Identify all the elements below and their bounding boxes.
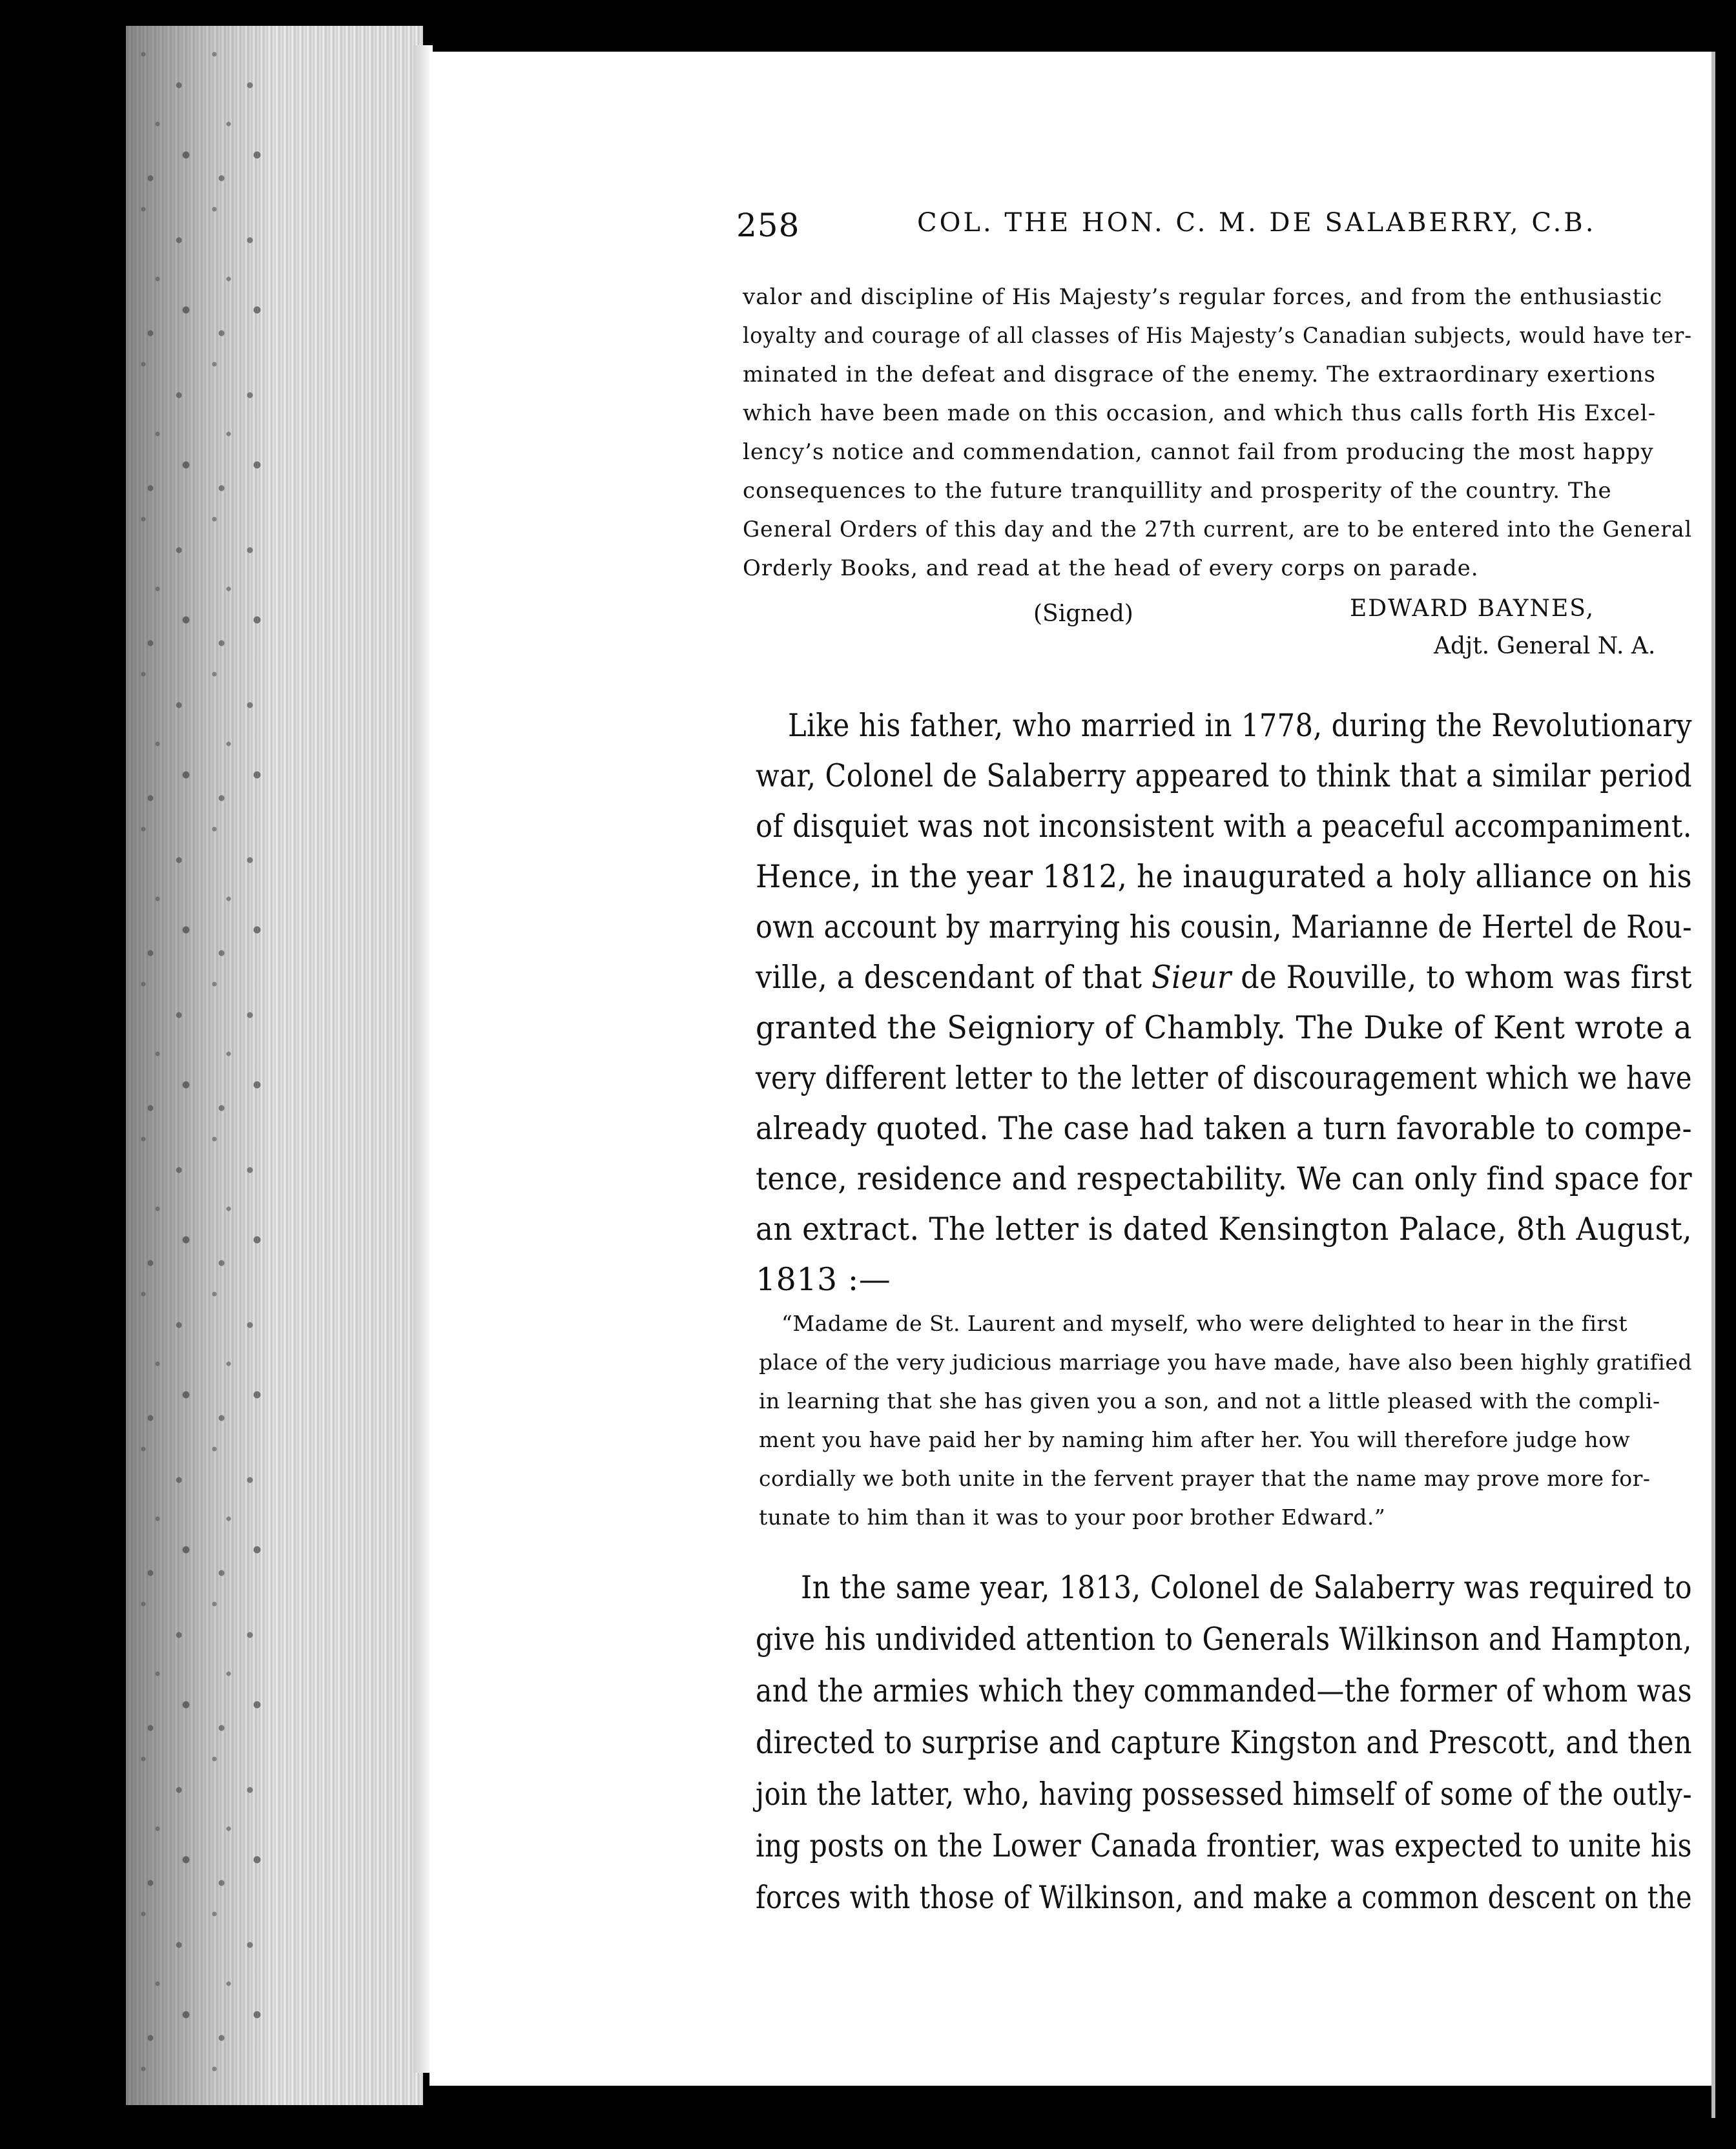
order-line: Orderly Books, and read at the head of every corps on parade.: [743, 555, 1479, 581]
paragraph-text: de Rouville, to whom was first: [1231, 959, 1692, 996]
page-right-edge: [1711, 52, 1715, 2118]
paragraph-line: tence, residence and respectability. We can only find space for: [756, 1160, 1693, 1197]
paragraph-line: directed to surprise and capture Kingston and Prescott, and then: [756, 1724, 1692, 1761]
order-line: which have been made on this occasion, and which thus calls forth His Excel-: [743, 400, 1657, 426]
paragraph-line: ing posts on the Lower Canada frontier, was expected to unite his: [756, 1827, 1692, 1864]
paragraph-line: Like his father, who married in 1778, during the Revolutionary: [788, 707, 1693, 744]
order-line: valor and discipline of His Majesty’s regular forces, and from the enthusiastic: [743, 284, 1663, 310]
order-line: loyalty and courage of all classes of His Majesty’s Canadian subjects, would have ter-: [743, 323, 1693, 349]
paragraph-line: give his undivided attention to Generals Wilkinson and Hampton,: [756, 1621, 1693, 1658]
quote-line: “Madame de St. Laurent and myself, who were delighted to hear in the first: [781, 1311, 1628, 1336]
quote-line: tunate to him than it was to your poor brother Edward.”: [759, 1505, 1386, 1530]
paragraph-line: In the same year, 1813, Colonel de Salaberry was required to: [801, 1569, 1693, 1606]
order-line: lency’s notice and commendation, cannot fail from producing the most happy: [743, 439, 1654, 465]
signatory-title: Adjt. General N. A.: [1434, 633, 1656, 659]
order-line: consequences to the future tranquillity and prosperity of the country. The: [743, 478, 1612, 504]
paragraph-line: Hence, in the year 1812, he inaugurated a holy alliance on his: [756, 858, 1693, 895]
page-number: 258: [736, 207, 800, 244]
signed-label: (Signed): [1033, 601, 1133, 627]
paragraph-line: 1813 :—: [756, 1261, 891, 1298]
paragraph-line: war, Colonel de Salaberry appeared to think that a similar period: [756, 757, 1693, 794]
paragraph-line: forces with those of Wilkinson, and make a common descent on the: [756, 1879, 1692, 1916]
quote-line: place of the very judicious marriage you have made, have also been highly gratified: [759, 1350, 1693, 1375]
running-head: COL. THE HON. C. M. DE SALABERRY, C.B.: [917, 208, 1596, 238]
paragraph-line: granted the Seigniory of Chambly. The Duke of Kent wrote a: [756, 1009, 1693, 1046]
italic-word-sieur: Sieur: [1152, 959, 1232, 996]
spine-specks: [129, 39, 271, 2092]
quote-line: ment you have paid her by naming him after her. You will therefore judge how: [759, 1427, 1631, 1452]
order-line: minated in the defeat and disgrace of the enemy. The extraordinary exertions: [743, 362, 1656, 387]
paragraph-line: already quoted. The case had taken a turn favorable to compe-: [756, 1110, 1692, 1147]
paragraph-line: of disquiet was not inconsistent with a peaceful accompaniment.: [756, 808, 1692, 845]
order-line: General Orders of this day and the 27th current, are to be entered into the General: [743, 517, 1693, 542]
quote-line: in learning that she has given you a son, and not a little pleased with the compli-: [759, 1388, 1660, 1414]
paragraph-line: own account by marrying his cousin, Marianne de Hertel de Rou-: [756, 909, 1693, 945]
paragraph-line: and the armies which they commanded—the former of whom was: [756, 1672, 1693, 1709]
paragraph-line: very different letter to the letter of discouragement which we have: [756, 1060, 1692, 1096]
paragraph-line: [756, 952, 1692, 1003]
paragraph-line: join the latter, who, having possessed himself of some of the outly-: [756, 1776, 1692, 1813]
paragraph-line: an extract. The letter is dated Kensington Palace, 8th August,: [756, 1211, 1693, 1248]
signatory-name: EDWARD BAYNES,: [1350, 595, 1595, 622]
paragraph-text: ville, a descendant of that: [756, 959, 1152, 996]
quote-line: cordially we both unite in the fervent prayer that the name may prove more for-: [759, 1466, 1651, 1491]
